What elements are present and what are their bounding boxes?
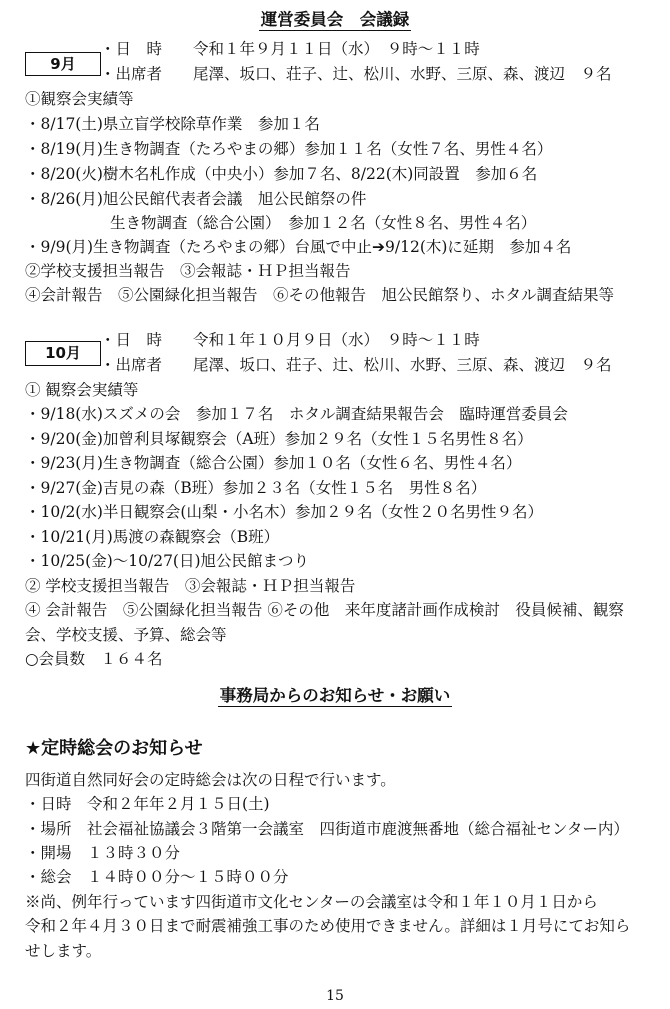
oct-line: ・9/27(金)吉見の森（B班）参加２３名（女性１５名 男性８名） bbox=[25, 479, 487, 497]
oct-line: ・10/2(水)半日観察会(山梨・小名木）参加２９名（女性２０名男性９名） bbox=[25, 503, 543, 521]
sep-date: ・日 時 令和１年９月１１日（水） ９時～１１時 bbox=[100, 40, 480, 58]
oct-line: ・9/23(月)生き物調査（総合公園）参加１０名（女性６名、男性４名） bbox=[25, 454, 522, 472]
section-title-text: 事務局からのお知らせ・お願い bbox=[219, 686, 451, 705]
sep-line: ・9/9(月)生き物調査（たろやまの郷）台風で中止➔9/12(木)に延期 参加４名 bbox=[25, 238, 572, 256]
sep-line: ・8/26(月)旭公民館代表者会議 旭公民館祭の件 bbox=[25, 190, 367, 208]
page-number: 15 bbox=[326, 988, 344, 1004]
oct-line: ② 学校支援担当報告 ③会報誌・ＨＰ担当報告 bbox=[25, 577, 356, 595]
oct-attendees: ・出席者 尾澤、坂口、荘子、辻、松川、水野、三原、森、渡辺 ９名 bbox=[100, 356, 612, 374]
sep-line: ・8/17(土)県立盲学校除草作業 参加１名 bbox=[25, 115, 320, 133]
sep-attendees: ・出席者 尾澤、坂口、荘子、辻、松川、水野、三原、森、渡辺 ９名 bbox=[100, 65, 612, 83]
notice-line: ・場所 社会福祉協議会３階第一会議室 四街道市鹿渡無番地（総合福祉センター内） bbox=[25, 820, 629, 838]
notice-line: せします。 bbox=[25, 942, 102, 960]
oct-line: ・10/21(月)馬渡の森観察会（B班） bbox=[25, 528, 280, 546]
notice-line: ※尚、例年行っています四街道市文化センターの会議室は令和１年１０月１日から bbox=[25, 893, 598, 911]
page-title-text: 運営委員会 会議録 bbox=[260, 10, 410, 29]
sep-line: ②学校支援担当報告 ③会報誌・ＨＰ担当報告 bbox=[25, 262, 351, 280]
month-box-september: 9月 bbox=[25, 52, 101, 76]
sep-line: 生き物調査（総合公園） 参加１２名（女性８名、男性４名） bbox=[110, 214, 537, 232]
notice-line: ・日時 令和２年年２月１５日(土) bbox=[25, 795, 270, 813]
oct-line: ① 観察会実績等 bbox=[25, 381, 139, 399]
sep-line: ④会計報告 ⑤公園緑化担当報告 ⑥その他報告 旭公民館祭り、ホタル調査結果等 bbox=[25, 286, 615, 304]
oct-line: ④ 会計報告 ⑤公園緑化担当報告 ⑥その他 来年度諸計画作成検討 役員候補、観察 bbox=[25, 601, 624, 619]
sep-line: ・8/20(火)樹木名札作成（中央小）参加７名、8/22(木)同設置 参加６名 bbox=[25, 165, 538, 183]
notice-heading: ★定時総会のお知らせ bbox=[25, 738, 203, 759]
month-box-october: 10月 bbox=[25, 341, 101, 366]
notice-line: ・総会 １４時００分～１５時００分 bbox=[25, 868, 289, 886]
oct-line: ・9/18(水)スズメの会 参加１７名 ホタル調査結果報告会 臨時運営委員会 bbox=[25, 405, 568, 423]
sep-line: ①観察会実績等 bbox=[25, 90, 134, 108]
oct-line: ・9/20(金)加曾利貝塚観察会（A班）参加２９名（女性１５名男性８名） bbox=[25, 430, 533, 448]
notice-line: 四街道自然同好会の定時総会は次の日程で行います。 bbox=[25, 771, 396, 789]
oct-date: ・日 時 令和１年１０月９日（水） ９時～１１時 bbox=[100, 331, 480, 349]
oct-line: ○会員数 １６４名 bbox=[25, 650, 163, 668]
notice-line: 令和２年４月３０日まで耐震補強工事のため使用できません。詳細は１月号にてお知ら bbox=[25, 917, 631, 935]
oct-line: ・10/25(金)～10/27(日)旭公民館まつり bbox=[25, 552, 310, 570]
section-title bbox=[0, 682, 670, 706]
notice-line: ・開場 １３時３０分 bbox=[25, 844, 181, 862]
sep-line: ・8/19(月)生き物調査（たろやまの郷）参加１１名（女性７名、男性４名） bbox=[25, 140, 553, 158]
page-title bbox=[0, 6, 670, 30]
oct-line: 会、学校支援、予算、総会等 bbox=[25, 626, 227, 644]
